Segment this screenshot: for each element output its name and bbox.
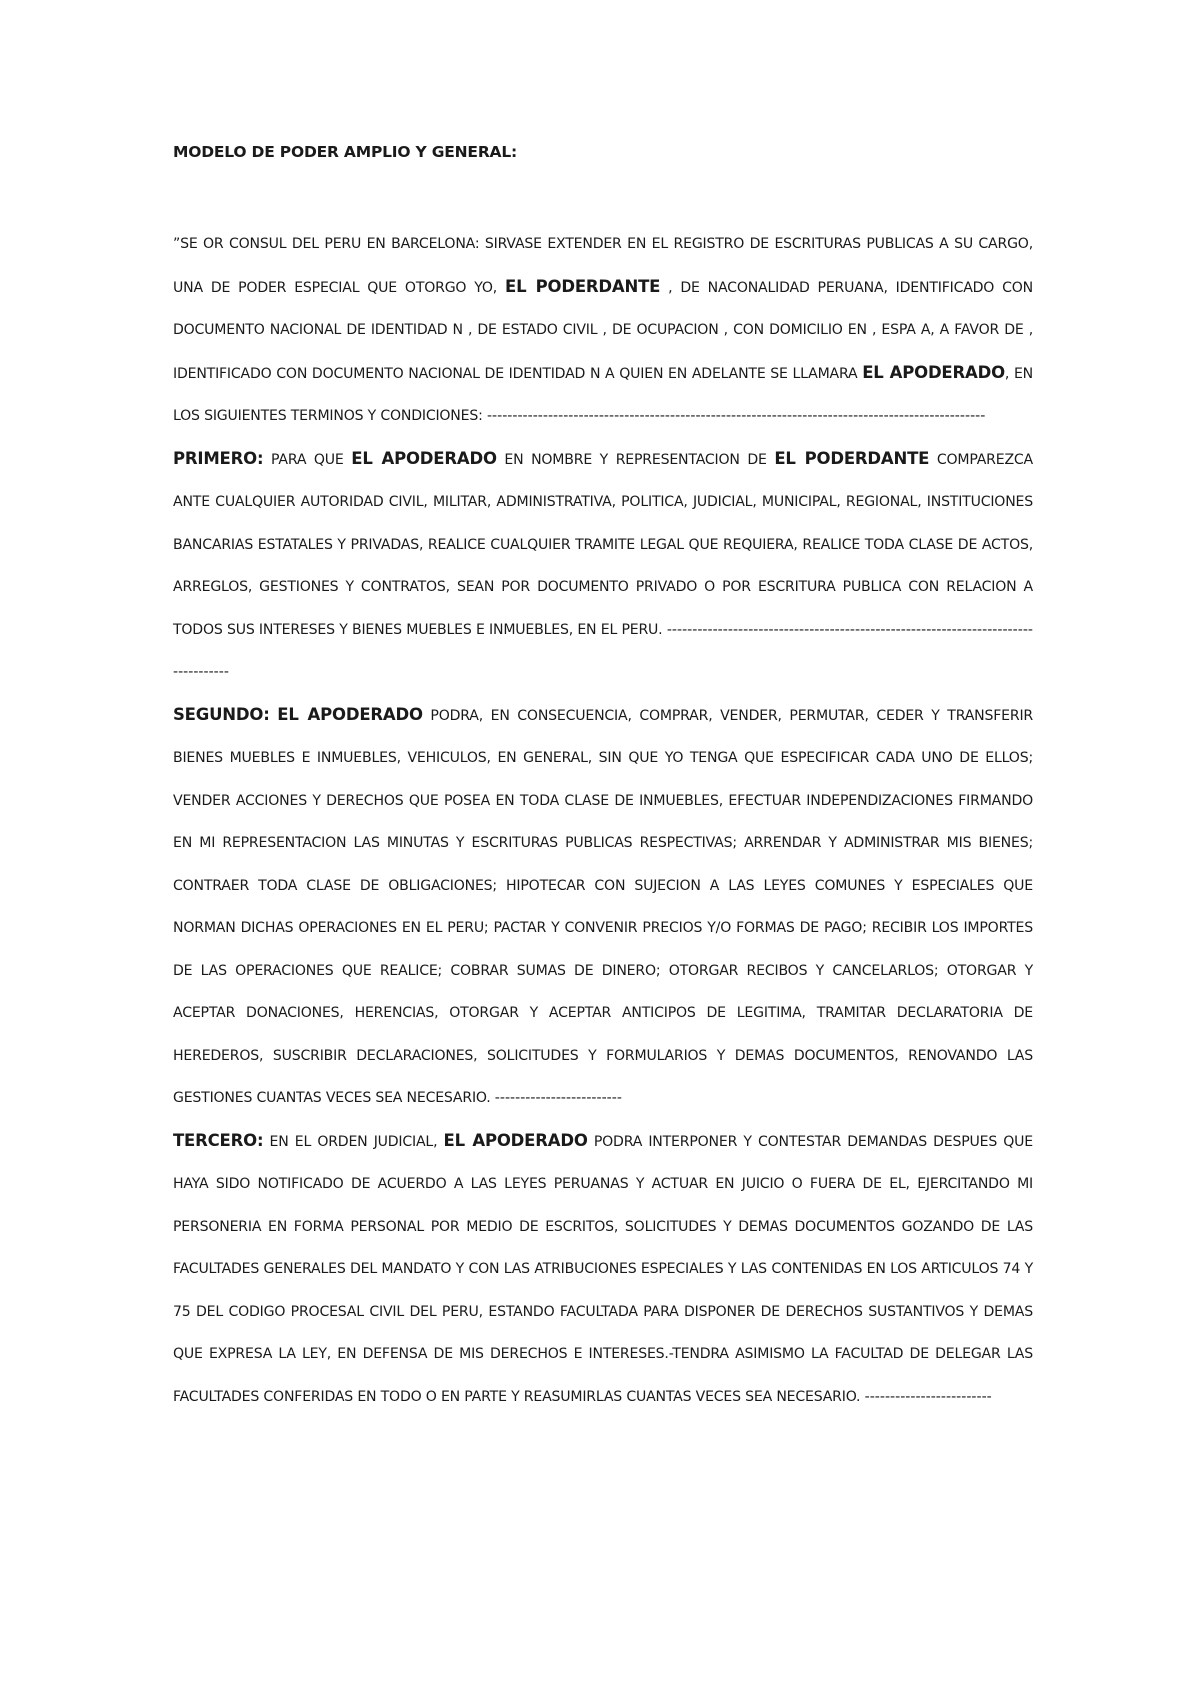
tercero-paragraph	[173, 1120, 1033, 1419]
segundo-paragraph	[173, 694, 1033, 1120]
intro-text-1: ”SE OR CONSUL DEL PERU EN BARCELONA: SIRVASE EXTENDER EN EL REGISTRO DE ESCRITURAS PUBLICAS A SU CARGO, UNA DE PODER ESPECIAL QUE OTORGO YO,	[173, 236, 1033, 296]
primero-paragraph	[173, 438, 1033, 694]
primero-heading: PRIMERO:	[173, 448, 264, 468]
primero-text-3: COMPAREZCA ANTE CUALQUIER AUTORIDAD CIVIL, MILITAR, ADMINISTRATIVA, POLITICA, JUDICIAL, MUNICIPAL, REGIONAL, INSTITUCIONES BANCARIAS ESTATALES Y PRIVADAS, REALICE CUALQUIER TRAMITE LEGAL QUE REQUIERA, REALICE TODA CLASE DE ACTOS, ARREGLOS, GESTIONES Y CONTRATOS, SEAN POR DOCUMENTO PRIVADO O POR ESCRITURA PUBLICA CON RELACION A TODOS SUS INTERESES Y BIENES MUEBLES E INMUEBLES, EN EL PERU.	[173, 451, 1033, 638]
intro-text-3: , EN LOS SIGUIENTES TERMINOS Y CONDICIONES:	[173, 365, 1034, 424]
tercero-text-2: PODRA INTERPONER Y CONTESTAR DEMANDAS DESPUES QUE HAYA SIDO NOTIFICADO DE ACUERDO A LAS LEYES PERUANAS Y ACTUAR EN JUICIO O FUERA DE EL, EJERCITANDO MI PERSONERIA EN FORMA PERSONAL POR MEDIO DE ESCRITOS, SOLICITUDES Y DEMAS DOCUMENTOS GOZANDO DE LAS FACULTADES GENERALES DEL MANDATO Y CON LAS ATRIBUCIONES ESPECIALES Y LAS CONTENIDAS EN LOS ARTICULOS 74 Y 75 DEL CODIGO PROCESAL CIVIL DEL PERU, ESTANDO FACULTADA PARA DISPONER DE DERECHOS SUSTANTIVOS Y DEMAS QUE EXPRESA LA LEY, EN DEFENSA DE MIS DERECHOS E INTERESES.-TENDRA ASIMISMO LA FACULTAD DE DELEGAR LAS FACULTADES CONFERIDAS EN TODO O EN PARTE Y REASUMIRLAS CUANTAS VECES SEA NECESARIO.	[173, 1133, 1034, 1405]
document-page	[173, 0, 1033, 1696]
apoderado-term: EL APODERADO	[443, 1130, 588, 1150]
poderdante-term: EL PODERDANTE	[774, 448, 930, 468]
apoderado-term: EL APODERADO	[862, 362, 1005, 382]
tercero-heading: TERCERO:	[173, 1130, 264, 1150]
poderdante-term: EL PODERDANTE	[505, 276, 661, 296]
primero-dash-line: -----------------------------------------------------------------------------------	[173, 621, 1033, 680]
segundo-heading: SEGUNDO:	[173, 704, 270, 724]
apoderado-term: EL APODERADO	[351, 448, 497, 468]
primero-text-1: PARA QUE	[263, 451, 352, 468]
primero-text-2: EN NOMBRE Y REPRESENTACION DE	[496, 451, 775, 468]
tercero-text-1: EN EL ORDEN JUDICIAL,	[263, 1133, 444, 1150]
intro-dash-line: --------------------------------------------------------------------------------------------------	[486, 408, 986, 424]
apoderado-term: EL APODERADO	[277, 704, 423, 724]
tercero-dash-line: -------------------------	[864, 1388, 992, 1405]
segundo-dash-line: -------------------------	[494, 1090, 622, 1106]
document-body	[173, 223, 1033, 1418]
document-title: MODELO DE PODER AMPLIO Y GENERAL:	[173, 143, 518, 161]
intro-paragraph	[173, 223, 1033, 438]
segundo-text-2: PODRA, EN CONSECUENCIA, COMPRAR, VENDER, PERMUTAR, CEDER Y TRANSFERIR BIENES MUEBLES E INMUEBLES, VEHICULOS, EN GENERAL, SIN QUE YO TENGA QUE ESPECIFICAR CADA UNO DE ELLOS; VENDER ACCIONES Y DERECHOS QUE POSEA EN TODA CLASE DE INMUEBLES, EFECTUAR INDEPENDIZACIONES FIRMANDO EN MI REPRESENTACION LAS MINUTAS Y ESCRITURAS PUBLICAS RESPECTIVAS; ARRENDAR Y ADMINISTRAR MIS BIENES; CONTRAER TODA CLASE DE OBLIGACIONES; HIPOTECAR CON SUJECION A LAS LEYES COMUNES Y ESPECIALES QUE NORMAN DICHAS OPERACIONES EN EL PERU; PACTAR Y CONVENIR PRECIOS Y/O FORMAS DE PAGO; RECIBIR LOS IMPORTES DE LAS OPERACIONES QUE REALICE; COBRAR SUMAS DE DINERO; OTORGAR RECIBOS Y CANCELARLOS; OTORGAR Y ACEPTAR DONACIONES, HERENCIAS, OTORGAR Y ACEPTAR ANTICIPOS DE LEGITIMA, TRAMITAR DECLARATORIA DE HEREDEROS, SUSCRIBIR DECLARACIONES, SOLICITUDES Y FORMULARIOS Y DEMAS DOCUMENTOS, RENOVANDO LAS GESTIONES CUANTAS VECES SEA NECESARIO.	[173, 707, 1033, 1106]
intro-text-2: , DE NACONALIDAD PERUANA, IDENTIFICADO CON DOCUMENTO NACIONAL DE IDENTIDAD N , DE ESTADO CIVIL , DE OCUPACION , CON DOMICILIO EN , ESPA A, A FAVOR DE , IDENTIFICADO CON DOCUMENTO NACIONAL DE IDENTIDAD N A QUIEN EN ADELANTE SE LLAMARA	[173, 279, 1034, 382]
